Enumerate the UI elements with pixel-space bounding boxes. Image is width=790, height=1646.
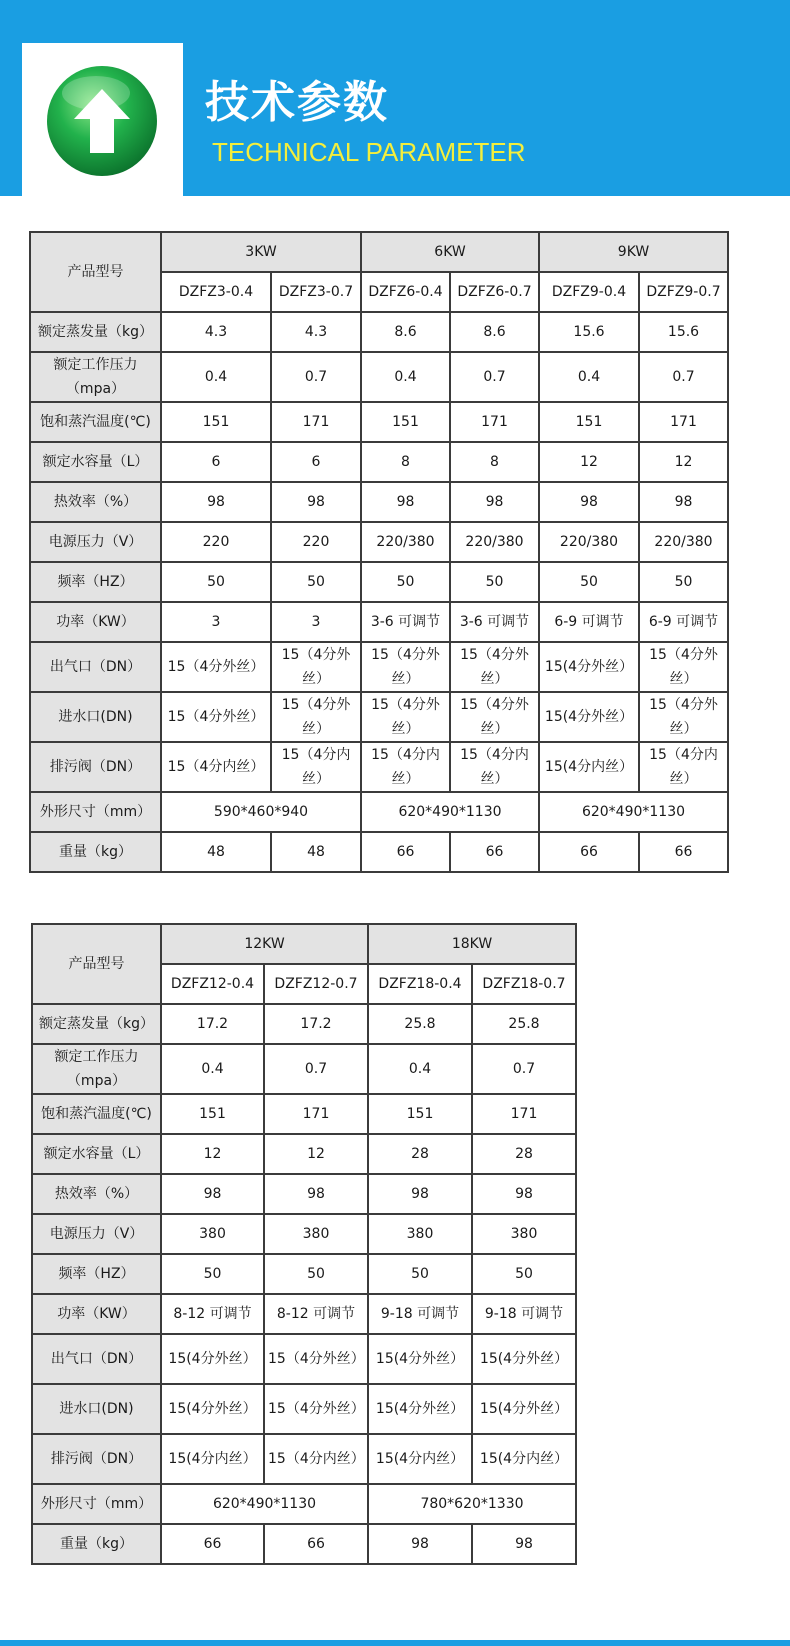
value-cell: 380 bbox=[161, 1214, 264, 1254]
value-cell: 98 bbox=[472, 1174, 576, 1214]
value-cell: 4.3 bbox=[271, 312, 361, 352]
value-cell: 48 bbox=[271, 832, 361, 872]
table-row bbox=[30, 312, 728, 352]
table-row bbox=[30, 692, 728, 742]
row-label: 热效率（%） bbox=[32, 1174, 161, 1214]
value-cell: 220/380 bbox=[361, 522, 450, 562]
value-cell: 15（4分外丝） bbox=[161, 642, 271, 692]
value-cell: 380 bbox=[264, 1214, 368, 1254]
value-cell: 15(4分外丝） bbox=[472, 1384, 576, 1434]
table-row bbox=[32, 1094, 576, 1134]
value-cell: 15（4分内丝） bbox=[361, 742, 450, 792]
group-header: 6KW bbox=[361, 232, 539, 272]
value-cell: 98 bbox=[271, 482, 361, 522]
table-row bbox=[30, 792, 728, 832]
spec-table-1 bbox=[29, 231, 729, 873]
model-label: 产品型号 bbox=[32, 924, 161, 1004]
value-cell: 171 bbox=[450, 402, 539, 442]
model-cell: DZFZ6-0.7 bbox=[450, 272, 539, 312]
value-cell: 15(4分内丝） bbox=[539, 742, 639, 792]
value-cell: 0.4 bbox=[368, 1044, 472, 1094]
row-label: 频率（HZ） bbox=[30, 562, 161, 602]
row-label: 进水口(DN) bbox=[30, 692, 161, 742]
value-cell: 3 bbox=[161, 602, 271, 642]
value-cell: 50 bbox=[472, 1254, 576, 1294]
model-cell: DZFZ12-0.4 bbox=[161, 964, 264, 1004]
row-label: 重量（kg） bbox=[32, 1524, 161, 1564]
value-cell: 151 bbox=[361, 402, 450, 442]
row-label: 出气口（DN） bbox=[32, 1334, 161, 1384]
value-cell: 15（4分外丝） bbox=[271, 692, 361, 742]
value-cell: 6-9 可调节 bbox=[639, 602, 728, 642]
value-cell: 3-6 可调节 bbox=[361, 602, 450, 642]
value-cell: 15（4分外丝） bbox=[264, 1384, 368, 1434]
group-header: 12KW bbox=[161, 924, 368, 964]
value-cell: 50 bbox=[271, 562, 361, 602]
value-cell: 98 bbox=[368, 1174, 472, 1214]
table-row bbox=[30, 442, 728, 482]
value-cell: 12 bbox=[639, 442, 728, 482]
row-label: 饱和蒸汽温度(℃) bbox=[30, 402, 161, 442]
value-cell: 171 bbox=[639, 402, 728, 442]
row-label: 电源压力（V） bbox=[30, 522, 161, 562]
spec-table-2 bbox=[31, 923, 577, 1565]
value-cell: 0.4 bbox=[161, 352, 271, 402]
value-cell: 0.7 bbox=[271, 352, 361, 402]
table-row bbox=[30, 562, 728, 602]
model-cell: DZFZ18-0.4 bbox=[368, 964, 472, 1004]
table-row bbox=[32, 1334, 576, 1384]
value-cell: 28 bbox=[368, 1134, 472, 1174]
row-label: 重量（kg） bbox=[30, 832, 161, 872]
value-cell: 220/380 bbox=[450, 522, 539, 562]
value-cell: 66 bbox=[264, 1524, 368, 1564]
value-cell: 28 bbox=[472, 1134, 576, 1174]
row-label: 额定水容量（L） bbox=[30, 442, 161, 482]
value-cell: 151 bbox=[539, 402, 639, 442]
value-cell: 12 bbox=[264, 1134, 368, 1174]
row-label: 频率（HZ） bbox=[32, 1254, 161, 1294]
value-cell: 98 bbox=[264, 1174, 368, 1214]
model-cell: DZFZ9-0.7 bbox=[639, 272, 728, 312]
value-cell: 25.8 bbox=[368, 1004, 472, 1044]
value-cell: 15(4分外丝） bbox=[368, 1384, 472, 1434]
value-cell: 66 bbox=[639, 832, 728, 872]
table-row bbox=[30, 352, 728, 402]
value-cell: 25.8 bbox=[472, 1004, 576, 1044]
table-row bbox=[32, 1524, 576, 1564]
value-cell: 15(4分外丝） bbox=[539, 692, 639, 742]
model-cell: DZFZ12-0.7 bbox=[264, 964, 368, 1004]
value-cell: 15(4分外丝） bbox=[161, 1334, 264, 1384]
up-arrow-icon bbox=[44, 63, 160, 179]
table-row bbox=[32, 1004, 576, 1044]
logo-box bbox=[22, 43, 183, 197]
value-cell: 6 bbox=[271, 442, 361, 482]
value-cell: 171 bbox=[264, 1094, 368, 1134]
value-cell: 15(4分内丝） bbox=[472, 1434, 576, 1484]
header-banner bbox=[0, 0, 790, 196]
value-cell: 171 bbox=[472, 1094, 576, 1134]
model-cell: DZFZ3-0.7 bbox=[271, 272, 361, 312]
table-row bbox=[32, 1434, 576, 1484]
value-cell: 380 bbox=[368, 1214, 472, 1254]
value-cell: 15（4分外丝） bbox=[450, 642, 539, 692]
value-cell: 15（4分内丝） bbox=[450, 742, 539, 792]
value-cell: 48 bbox=[161, 832, 271, 872]
value-cell: 8 bbox=[450, 442, 539, 482]
value-cell: 50 bbox=[161, 1254, 264, 1294]
value-cell: 8-12 可调节 bbox=[161, 1294, 264, 1334]
value-cell: 620*490*1130 bbox=[539, 792, 728, 832]
value-cell: 15.6 bbox=[639, 312, 728, 352]
value-cell: 98 bbox=[368, 1524, 472, 1564]
value-cell: 0.7 bbox=[639, 352, 728, 402]
value-cell: 4.3 bbox=[161, 312, 271, 352]
value-cell: 3 bbox=[271, 602, 361, 642]
value-cell: 220/380 bbox=[639, 522, 728, 562]
row-label: 功率（KW） bbox=[30, 602, 161, 642]
value-cell: 66 bbox=[450, 832, 539, 872]
value-cell: 15（4分内丝） bbox=[264, 1434, 368, 1484]
value-cell: 9-18 可调节 bbox=[368, 1294, 472, 1334]
row-label: 饱和蒸汽温度(℃) bbox=[32, 1094, 161, 1134]
value-cell: 380 bbox=[472, 1214, 576, 1254]
value-cell: 12 bbox=[539, 442, 639, 482]
value-cell: 12 bbox=[161, 1134, 264, 1174]
value-cell: 15（4分内丝） bbox=[639, 742, 728, 792]
value-cell: 98 bbox=[361, 482, 450, 522]
page-title: 技术参数 bbox=[205, 77, 389, 128]
table-row bbox=[30, 522, 728, 562]
value-cell: 15（4分外丝） bbox=[361, 642, 450, 692]
table-row bbox=[30, 742, 728, 792]
value-cell: 15(4分外丝） bbox=[472, 1334, 576, 1384]
page-subtitle: TECHNICAL PARAMETER bbox=[212, 137, 526, 167]
table-row bbox=[32, 1294, 576, 1334]
value-cell: 98 bbox=[539, 482, 639, 522]
model-cell: DZFZ3-0.4 bbox=[161, 272, 271, 312]
value-cell: 66 bbox=[539, 832, 639, 872]
row-label: 额定工作压力（mpa） bbox=[30, 352, 161, 402]
bottom-divider bbox=[0, 1640, 790, 1646]
value-cell: 151 bbox=[161, 402, 271, 442]
value-cell: 0.4 bbox=[161, 1044, 264, 1094]
value-cell: 50 bbox=[368, 1254, 472, 1294]
group-header: 18KW bbox=[368, 924, 576, 964]
value-cell: 17.2 bbox=[264, 1004, 368, 1044]
value-cell: 0.4 bbox=[539, 352, 639, 402]
row-label: 进水口(DN) bbox=[32, 1384, 161, 1434]
value-cell: 66 bbox=[161, 1524, 264, 1564]
row-label: 热效率（%） bbox=[30, 482, 161, 522]
value-cell: 8.6 bbox=[450, 312, 539, 352]
row-label: 排污阀（DN） bbox=[32, 1434, 161, 1484]
value-cell: 98 bbox=[161, 482, 271, 522]
table-row bbox=[30, 832, 728, 872]
value-cell: 98 bbox=[472, 1524, 576, 1564]
value-cell: 0.4 bbox=[361, 352, 450, 402]
value-cell: 66 bbox=[361, 832, 450, 872]
row-label: 外形尺寸（mm） bbox=[32, 1484, 161, 1524]
value-cell: 15（4分外丝） bbox=[639, 692, 728, 742]
value-cell: 50 bbox=[450, 562, 539, 602]
row-label: 出气口（DN） bbox=[30, 642, 161, 692]
value-cell: 590*460*940 bbox=[161, 792, 361, 832]
table-row bbox=[30, 482, 728, 522]
value-cell: 8-12 可调节 bbox=[264, 1294, 368, 1334]
table-row bbox=[32, 1484, 576, 1524]
table-row bbox=[30, 642, 728, 692]
value-cell: 50 bbox=[161, 562, 271, 602]
table-row bbox=[32, 1254, 576, 1294]
value-cell: 50 bbox=[639, 562, 728, 602]
value-cell: 220 bbox=[161, 522, 271, 562]
group-header: 9KW bbox=[539, 232, 728, 272]
row-label: 额定水容量（L） bbox=[32, 1134, 161, 1174]
table-row bbox=[32, 1214, 576, 1254]
value-cell: 17.2 bbox=[161, 1004, 264, 1044]
value-cell: 50 bbox=[539, 562, 639, 602]
value-cell: 15（4分外丝） bbox=[639, 642, 728, 692]
value-cell: 0.7 bbox=[264, 1044, 368, 1094]
value-cell: 15（4分外丝） bbox=[264, 1334, 368, 1384]
row-label: 电源压力（V） bbox=[32, 1214, 161, 1254]
value-cell: 8 bbox=[361, 442, 450, 482]
value-cell: 6 bbox=[161, 442, 271, 482]
value-cell: 15（4分外丝） bbox=[361, 692, 450, 742]
table-row bbox=[32, 1174, 576, 1214]
value-cell: 171 bbox=[271, 402, 361, 442]
value-cell: 15.6 bbox=[539, 312, 639, 352]
value-cell: 98 bbox=[161, 1174, 264, 1214]
row-label: 额定工作压力（mpa） bbox=[32, 1044, 161, 1094]
table-row bbox=[30, 402, 728, 442]
value-cell: 15（4分内丝） bbox=[161, 742, 271, 792]
value-cell: 15(4分内丝） bbox=[368, 1434, 472, 1484]
group-header: 3KW bbox=[161, 232, 361, 272]
value-cell: 50 bbox=[264, 1254, 368, 1294]
table-row bbox=[32, 1044, 576, 1094]
table-row bbox=[32, 1384, 576, 1434]
value-cell: 15（4分外丝） bbox=[450, 692, 539, 742]
value-cell: 620*490*1130 bbox=[361, 792, 539, 832]
row-label: 额定蒸发量（kg） bbox=[32, 1004, 161, 1044]
row-label: 排污阀（DN） bbox=[30, 742, 161, 792]
value-cell: 780*620*1330 bbox=[368, 1484, 576, 1524]
value-cell: 151 bbox=[368, 1094, 472, 1134]
value-cell: 220/380 bbox=[539, 522, 639, 562]
value-cell: 9-18 可调节 bbox=[472, 1294, 576, 1334]
model-cell: DZFZ9-0.4 bbox=[539, 272, 639, 312]
value-cell: 50 bbox=[361, 562, 450, 602]
value-cell: 15(4分外丝） bbox=[161, 1384, 264, 1434]
model-cell: DZFZ18-0.7 bbox=[472, 964, 576, 1004]
value-cell: 15(4分外丝） bbox=[368, 1334, 472, 1384]
value-cell: 15（4分外丝） bbox=[271, 642, 361, 692]
value-cell: 620*490*1130 bbox=[161, 1484, 368, 1524]
value-cell: 98 bbox=[639, 482, 728, 522]
row-label: 额定蒸发量（kg） bbox=[30, 312, 161, 352]
row-label: 外形尺寸（mm） bbox=[30, 792, 161, 832]
table-row bbox=[32, 1134, 576, 1174]
value-cell: 15（4分内丝） bbox=[271, 742, 361, 792]
value-cell: 15(4分外丝） bbox=[539, 642, 639, 692]
value-cell: 15(4分内丝） bbox=[161, 1434, 264, 1484]
value-cell: 8.6 bbox=[361, 312, 450, 352]
row-label: 功率（KW） bbox=[32, 1294, 161, 1334]
value-cell: 151 bbox=[161, 1094, 264, 1134]
table-row bbox=[30, 602, 728, 642]
value-cell: 15（4分外丝） bbox=[161, 692, 271, 742]
value-cell: 220 bbox=[271, 522, 361, 562]
value-cell: 6-9 可调节 bbox=[539, 602, 639, 642]
value-cell: 0.7 bbox=[450, 352, 539, 402]
model-cell: DZFZ6-0.4 bbox=[361, 272, 450, 312]
model-label: 产品型号 bbox=[30, 232, 161, 312]
value-cell: 3-6 可调节 bbox=[450, 602, 539, 642]
value-cell: 98 bbox=[450, 482, 539, 522]
value-cell: 0.7 bbox=[472, 1044, 576, 1094]
